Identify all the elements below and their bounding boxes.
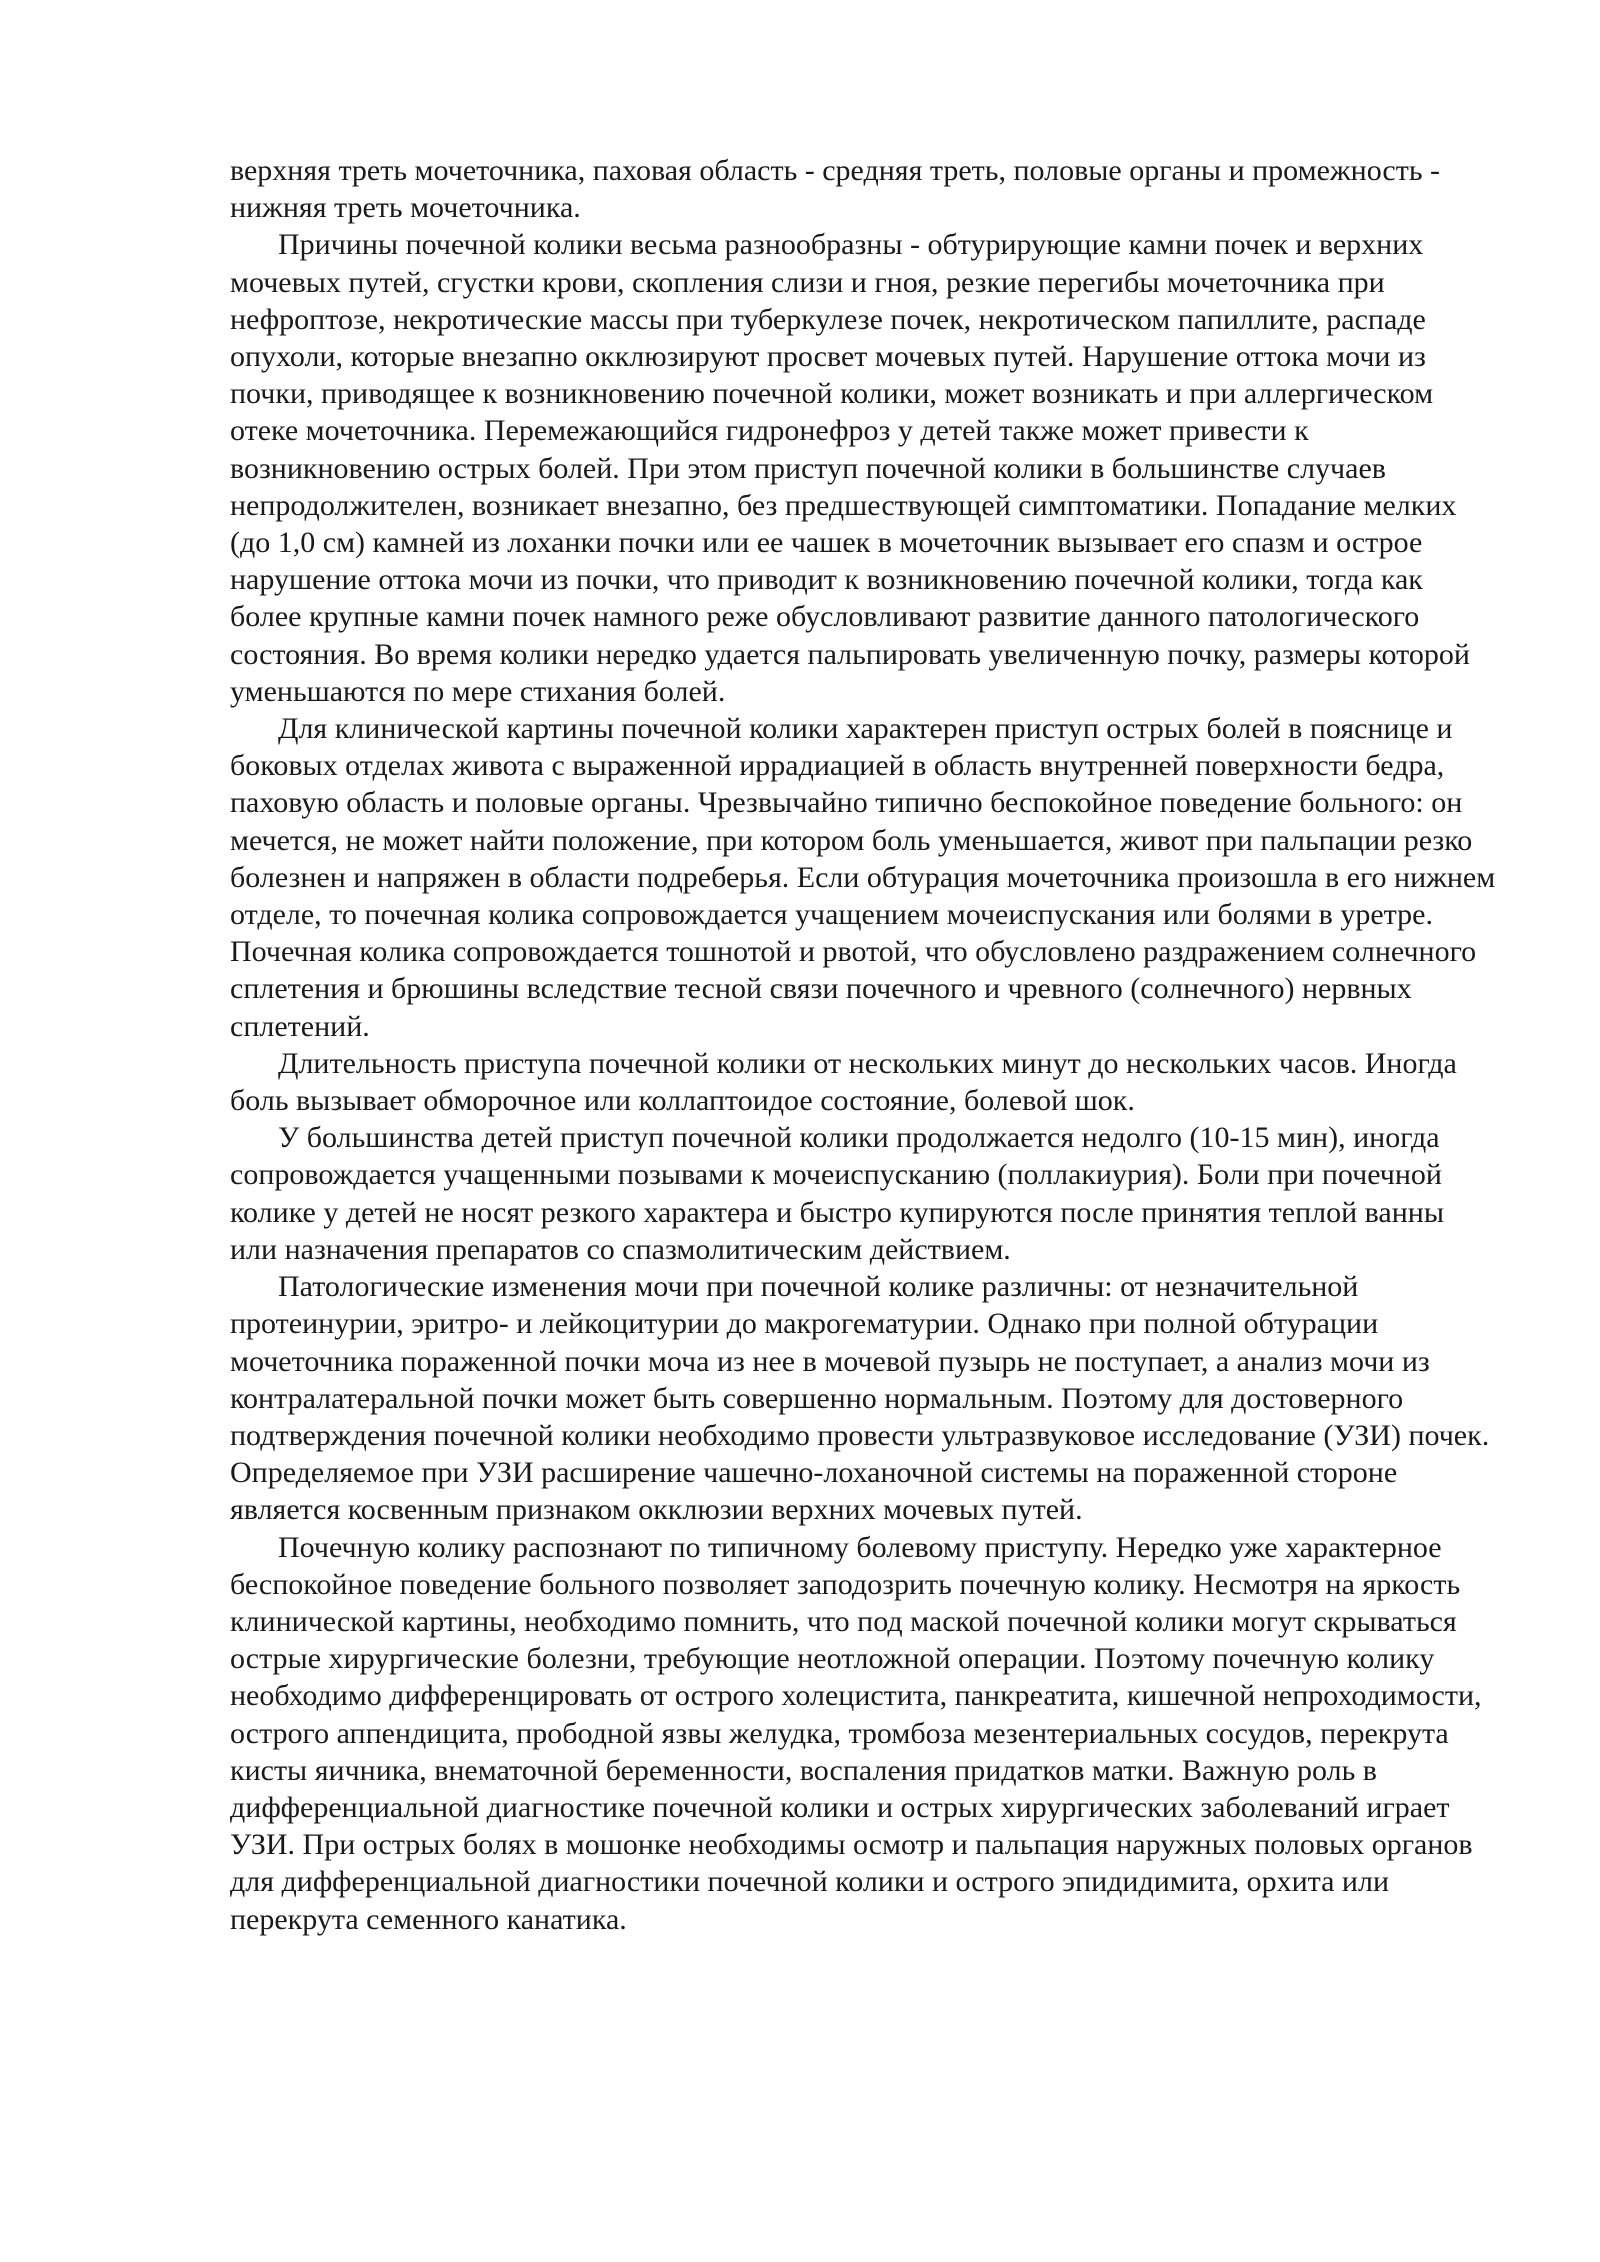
paragraph-continuation: верхняя треть мочеточника, паховая область - средняя треть, половые органы и промежность - нижняя треть мочеточника. [230,154,1441,225]
paragraph-causes: Причины почечной колики весьма разнообразны - обтурирующие камни почек и верхних мочевых путей, сгустки крови, скопления слизи и гноя, резкие перегибы мочеточника при нефроптозе, некротические массы при туберкулезе почек, некротическом папиллите, распаде опухоли, которые внезапно окклюзируют просвет мочевых путей. Нарушение оттока мочи из почки, приводящее к возникновению почечной колики, может возникать и при аллергическом отеке мочеточника. Перемежающийся гидронефроз у детей также может привести к возникновению острых болей. При этом приступ почечной колики в большинстве случаев непродолжителен, возникает внезапно, без предшествующей симптоматики. Попадание мелких (до 1,0 см) камней из лоханки почки или ее чашек в мочеточник вызывает его спазм и острое нарушение оттока мочи из почки, что приводит к возникновению почечной колики, тогда как более крупные камни почек намного реже обусловливают развитие данного патологического состояния. Во время колики нередко удается пальпировать увеличенную почку, размеры которой уменьшаются по мере стихания болей. [230,228,1470,708]
paragraph-duration: Длительность приступа почечной колики от нескольких минут до нескольких часов. Иногда боль вызывает обморочное или коллаптоидое состояние, болевой шок. [230,1046,1457,1118]
paragraph-diagnosis: Почечную колику распознают по типичному болевому приступу. Нередко уже характерное беспокойное поведение больного позволяет заподозрить почечную колику. Несмотря на яркость клинической картины, необходимо помнить, что под маской почечной колики могут скрываться острые хирургические болезни, требующие неотложной операции. Поэтому почечную колику необходимо дифференцировать от острого холецистита, панкреатита, кишечной непроходимости, острого аппендицита, прободной язвы желудка, тромбоза мезентериальных сосудов, перекрута кисты яичника, внематочной беременности, воспаления придатков матки. Важную роль в дифференциальной диагностике почечной колики и острых хирургических заболеваний играет УЗИ. При острых болях в мошонке необходимы осмотр и пальпация наружных половых органов для дифференциальной диагностики почечной колики и острого эпидидимита, орхита или перекрута семенного канатика. [230,1530,1482,1936]
paragraph-urine-changes: Патологические изменения мочи при почечной колике различны: от незначительной протеинурии, эритро- и лейкоцитурии до макрогематурии. Однако при полной обтурации мочеточника пораженной почки моча из нее в мочевой пузырь не поступает, а анализ мочи из контралатеральной почки может быть совершенно нормальным. Поэтому для достоверного подтверждения почечной колики необходимо провести ультразвуковое исследование (УЗИ) почек. Определяемое при УЗИ расширение чашечно-лоханочной системы на пораженной стороне является косвенным признаком окклюзии верхних мочевых путей. [230,1270,1490,1527]
paragraph-clinical-picture: Для клинической картины почечной колики характерен приступ острых болей в пояснице и боковых отделах живота с выраженной иррадиацией в область внутренней поверхности бедра, паховую область и половые органы. Чрезвычайно типично беспокойное поведение больного: он мечется, не может найти положение, при котором боль уменьшается, живот при пальпации резко болезнен и напряжен в области подреберья. Если обтурация мочеточника произошла в его нижнем отделе, то почечная колика сопровождается учащением мочеиспускания или болями в уретре. Почечная колика сопровождается тошнотой и рвотой, что обусловлено раздражением солнечного сплетения и брюшины вследствие тесной связи почечного и чревного (солнечного) нервных сплетений. [230,712,1496,1043]
paragraph-children: У большинства детей приступ почечной колики продолжается недолго (10-15 мин), иногда сопровождается учащенными позывами к мочеиспусканию (поллакиурия). Боли при почечной колике у детей не носят резкого характера и быстро купируются после принятия теплой ванны или назначения препаратов со спазмолитическим действием. [230,1121,1445,1266]
document-body [230,152,1498,1938]
